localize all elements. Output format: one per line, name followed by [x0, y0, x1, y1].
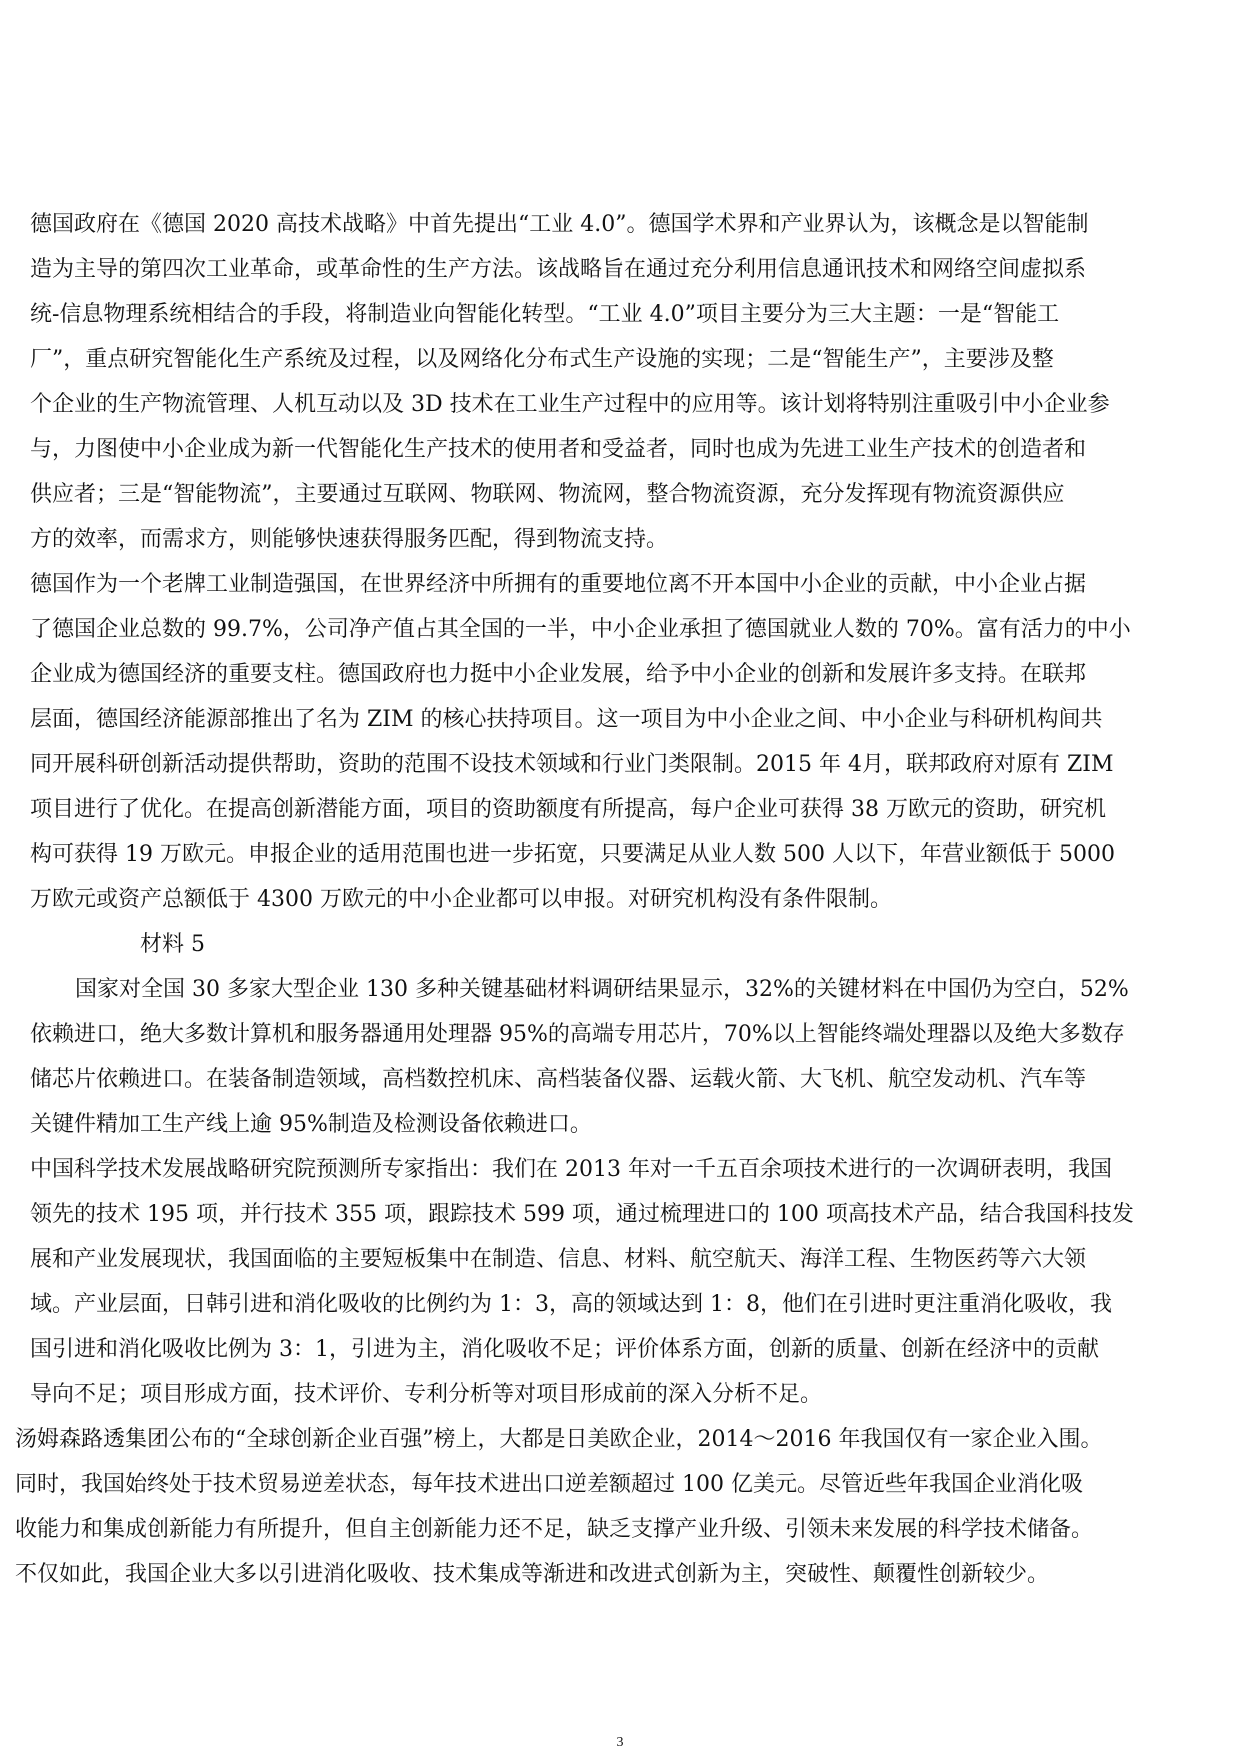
- text-line: 了德国企业总数的 99.7%，公司净产值占其全国的一半，中小企业承担了德国就业人数的 70%。富有活力的中小: [30, 617, 1131, 642]
- text-line: 域。产业层面，日韩引进和消化吸收的比例约为 1：3，高的领域达到 1：8，他们在引进时更注重消化吸收，我: [30, 1292, 1112, 1317]
- text-line: 万欧元或资产总额低于 4300 万欧元的中小企业都可以申报。对研究机构没有条件限制。: [30, 887, 892, 912]
- text-line: 供应者；三是“智能物流”，主要通过互联网、物联网、物流网，整合物流资源，充分发挥现有物流资源供应: [30, 482, 1065, 507]
- text-line: 同开展科研创新活动提供帮助，资助的范围不设技术领域和行业门类限制。2015 年 4月，联邦政府对原有 ZIM: [30, 752, 1114, 777]
- text-line: 汤姆森路透集团公布的“全球创新企业百强”榜上，大都是日美欧企业，2014～2016 年我国仅有一家企业入围。: [15, 1427, 1103, 1452]
- text-line: 造为主导的第四次工业革命，或革命性的生产方法。该战略旨在通过充分利用信息通讯技术和网络空间虚拟系: [30, 257, 1087, 282]
- text-line: 统-信息物理系统相结合的手段，将制造业向智能化转型。“工业 4.0”项目主要分为三大主题：一是“智能工: [30, 302, 1060, 327]
- text-line: 展和产业发展现状，我国面临的主要短板集中在制造、信息、材料、航空航天、海洋工程、生物医药等六大领: [30, 1247, 1087, 1272]
- text-line: 关键件精加工生产线上逾 95%制造及检测设备依赖进口。: [30, 1112, 592, 1137]
- text-line: 方的效率，而需求方，则能够快速获得服务匹配，得到物流支持。: [30, 527, 669, 552]
- text-line: 与，力图使中小企业成为新一代智能化生产技术的使用者和受益者，同时也成为先进工业生产技术的创造者和: [30, 437, 1087, 462]
- text-line: 不仅如此，我国企业大多以引进消化吸收、技术集成等渐进和改进式创新为主，突破性、颠覆性创新较少。: [15, 1562, 1050, 1587]
- text-line: 中国科学技术发展战略研究院预测所专家指出：我们在 2013 年对一千五百余项技术进行的一次调研表明，我国: [30, 1157, 1112, 1182]
- text-line: 储芯片依赖进口。在装备制造领域，高档数控机床、高档装备仪器、运载火箭、大飞机、航空发动机、汽车等: [30, 1067, 1087, 1092]
- text-line: 依赖进口，绝大多数计算机和服务器通用处理器 95%的高端专用芯片，70%以上智能终端处理器以及绝大多数存: [30, 1022, 1125, 1047]
- text-line: 构可获得 19 万欧元。申报企业的适用范围也进一步拓宽，只要满足从业人数 500 人以下，年营业额低于 5000: [30, 842, 1115, 867]
- text-line: 同时，我国始终处于技术贸易逆差状态，每年技术进出口逆差额超过 100 亿美元。尽管近些年我国企业消化吸: [15, 1472, 1083, 1497]
- text-line: 导向不足；项目形成方面，技术评价、专利分析等对项目形成前的深入分析不足。: [30, 1382, 823, 1407]
- text-line: 个企业的生产物流管理、人机互动以及 3D 技术在工业生产过程中的应用等。该计划将特别注重吸引中小企业参: [30, 392, 1110, 417]
- text-line: 领先的技术 195 项，并行技术 355 项，跟踪技术 599 项，通过梳理进口的 100 项高技术产品，结合我国科技发: [30, 1202, 1134, 1227]
- section-heading: 材料 5: [140, 932, 205, 957]
- text-line: 国家对全国 30 多家大型企业 130 多种关键基础材料调研结果显示，32%的关键材料在中国仍为空白，52%: [75, 977, 1129, 1002]
- text-line: 收能力和集成创新能力有所提升，但自主创新能力还不足，缺乏支撑产业升级、引领未来发展的科学技术储备。: [15, 1517, 1094, 1542]
- text-line: 德国作为一个老牌工业制造强国，在世界经济中所拥有的重要地位离不开本国中小企业的贡献，中小企业占据: [30, 572, 1087, 597]
- text-line: 国引进和消化吸收比例为 3：1，引进为主，消化吸收不足；评价体系方面，创新的质量、创新在经济中的贡献: [30, 1337, 1099, 1362]
- text-line: 厂”，重点研究智能化生产系统及过程，以及网络化分布式生产设施的实现；二是“智能生产”，主要涉及整: [30, 347, 1054, 372]
- text-line: 企业成为德国经济的重要支柱。德国政府也力挺中小企业发展，给予中小企业的创新和发展许多支持。在联邦: [30, 662, 1087, 687]
- text-line: 层面，德国经济能源部推出了名为 ZIM 的核心扶持项目。这一项目为中小企业之间、中小企业与科研机构间共: [30, 707, 1103, 732]
- page-number: 3: [616, 1735, 624, 1750]
- text-line: 项目进行了优化。在提高创新潜能方面，项目的资助额度有所提高，每户企业可获得 38 万欧元的资助，研究机: [30, 797, 1106, 822]
- text-line: 德国政府在《德国 2020 高技术战略》中首先提出“工业 4.0”。德国学术界和产业界认为，该概念是以智能制: [30, 212, 1089, 237]
